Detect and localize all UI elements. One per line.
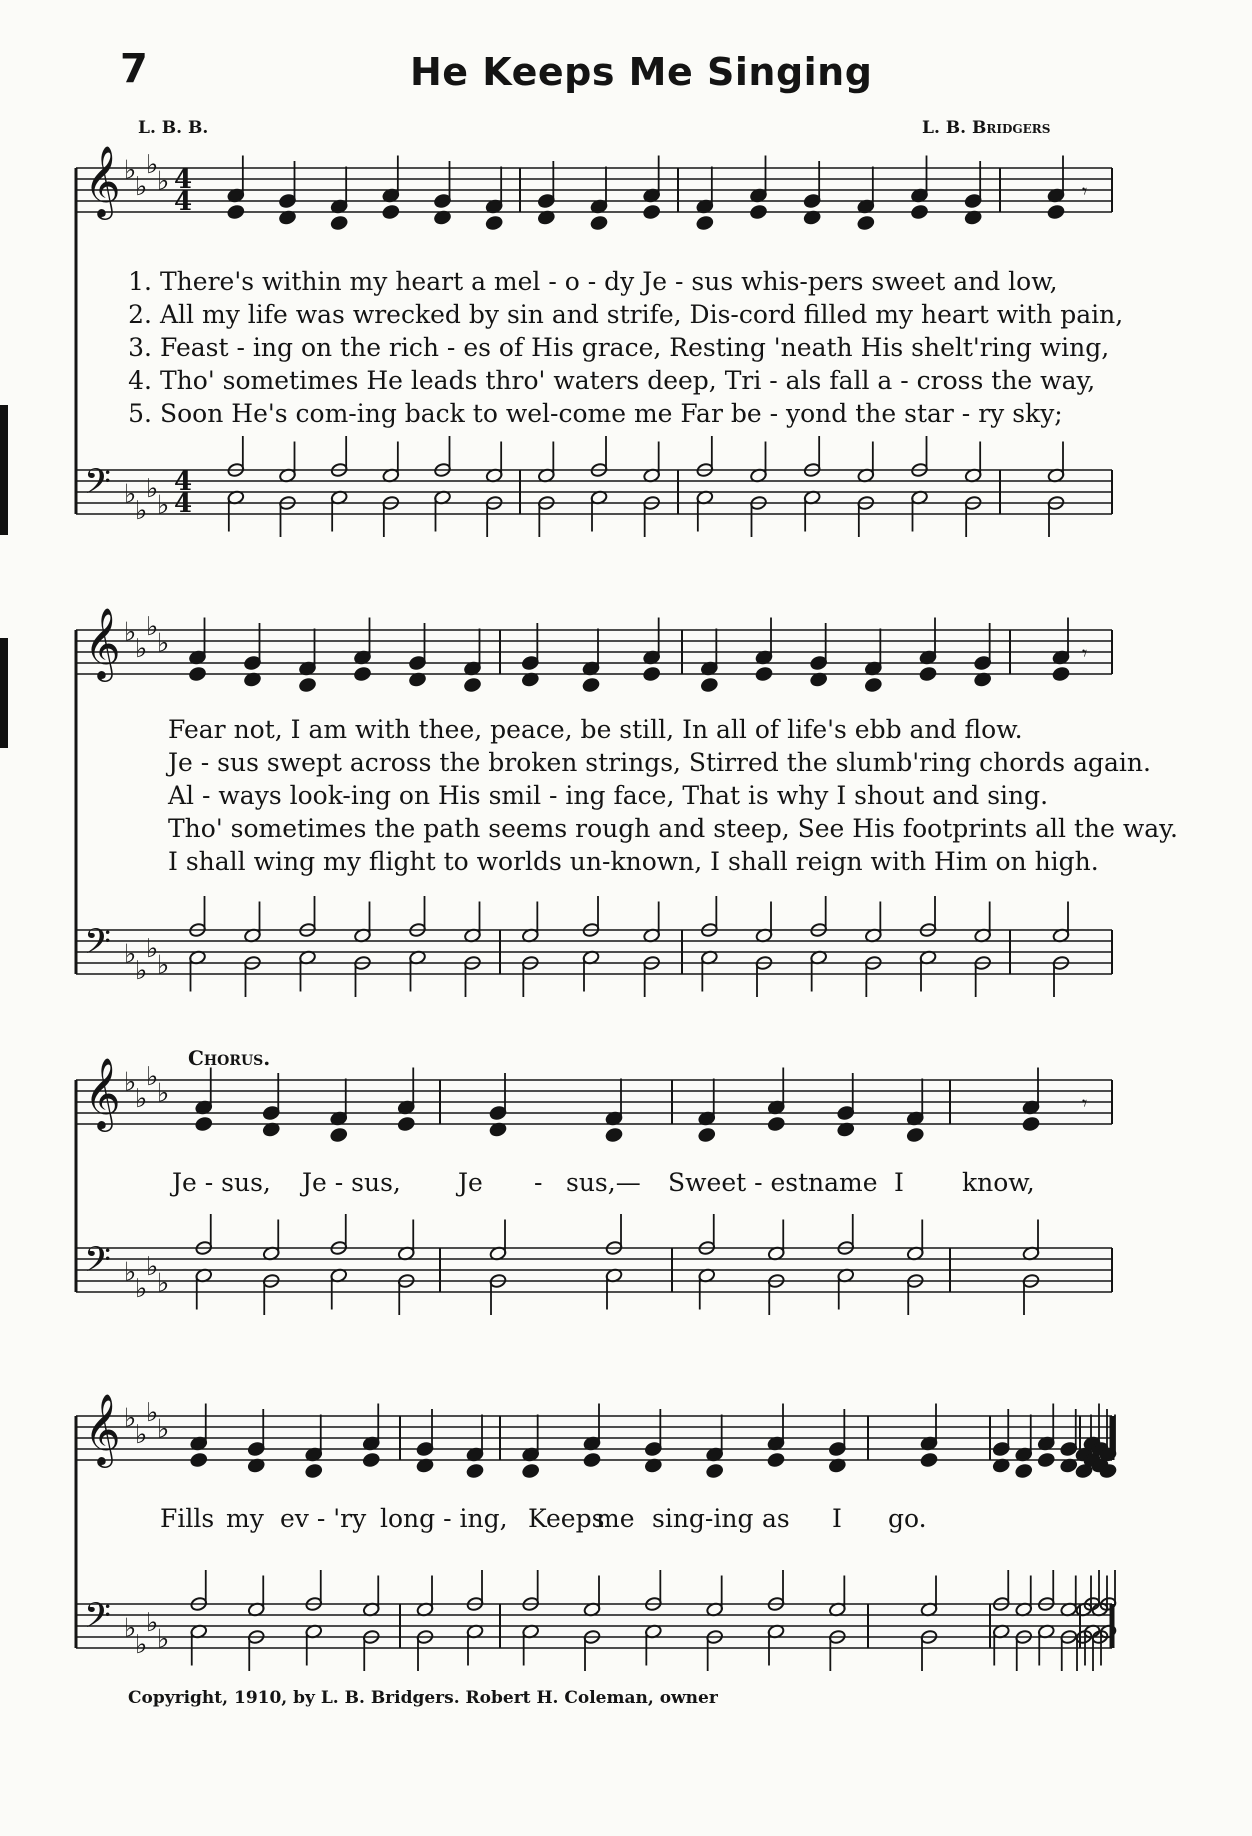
notehead: [864, 677, 882, 692]
time-signature: 4: [174, 187, 193, 217]
notehead: [195, 1116, 213, 1131]
notehead: [330, 215, 348, 230]
hymn-title: He Keeps Me Singing: [410, 50, 873, 94]
flat-sign-icon: ♭: [146, 1252, 159, 1282]
notehead: [643, 204, 661, 219]
chorus-lyric: sus,—: [566, 1168, 641, 1197]
notehead: [906, 1127, 924, 1142]
chorus-lyric: me: [596, 1504, 635, 1533]
hymn-number: 7: [120, 46, 148, 92]
flat-sign-icon: ♭: [124, 617, 137, 648]
flat-sign-icon: ♭: [124, 939, 137, 970]
notehead: [522, 1463, 540, 1478]
verse-line: [118, 298, 1123, 331]
verse-line: [168, 746, 1151, 779]
verse-text: Al - ways look-ing on His smil - ing face, That is why I shout and sing.: [168, 781, 1049, 810]
flat-sign-icon: ♭: [157, 950, 170, 981]
flat-sign-icon: ♭: [157, 628, 170, 659]
flat-sign-icon: ♭: [135, 1630, 148, 1660]
notehead: [698, 1127, 716, 1142]
notehead: [750, 204, 768, 219]
music-credit: L. B. Bridgers: [922, 118, 1051, 138]
verse-text: Feast - ing on the rich - es of His grace, Resting 'neath His shelt'ring wing,: [160, 333, 1110, 362]
flat-sign-icon: ♭: [135, 1274, 148, 1304]
flat-sign-icon: ♭: [146, 1398, 159, 1428]
chorus-lyric: know,: [962, 1168, 1035, 1197]
bass-clef-icon: 𝄢: [84, 1239, 112, 1288]
flat-sign-icon: ♭: [124, 1067, 137, 1098]
verse-line: [168, 812, 1178, 845]
chorus-lyric: my: [226, 1504, 264, 1533]
flat-sign-icon: ♭: [157, 1078, 170, 1109]
rest-icon: 𝄾: [1082, 1091, 1088, 1115]
flat-sign-icon: ♭: [146, 934, 159, 964]
flat-sign-icon: ♭: [157, 490, 170, 521]
flat-sign-icon: ♭: [135, 956, 148, 986]
flat-sign-icon: ♭: [146, 150, 159, 180]
verse-text: Soon He's com-ing back to wel-come me Far be - yond the star - ry sky;: [160, 399, 1063, 428]
flat-sign-icon: ♭: [124, 1403, 137, 1434]
chorus-lyric: as: [762, 1504, 790, 1533]
notehead: [1015, 1463, 1033, 1478]
verse-text: There's within my heart a mel - o - dy Je - sus whis-pers sweet and low,: [160, 267, 1058, 296]
notehead: [857, 215, 875, 230]
verse-line: [118, 265, 1058, 298]
verse-line: [168, 845, 1099, 878]
verse-line: [118, 331, 1109, 364]
notehead: [590, 215, 608, 230]
chorus-lyric: I: [894, 1168, 904, 1197]
chorus-lyric: name: [808, 1168, 878, 1197]
verse-number: 3.: [128, 333, 152, 362]
notehead: [700, 677, 718, 692]
notehead: [397, 1116, 415, 1131]
notehead: [919, 666, 937, 681]
bass-clef-icon: 𝄢: [84, 1595, 112, 1644]
flat-sign-icon: ♭: [157, 1268, 170, 1299]
notehead: [605, 1127, 623, 1142]
notehead: [755, 666, 773, 681]
notehead: [911, 204, 929, 219]
chorus-lyric: -: [534, 1168, 543, 1197]
flat-sign-icon: ♭: [135, 634, 148, 664]
verse-number: 1.: [128, 267, 152, 296]
chorus-lyric: Je: [458, 1168, 483, 1197]
rest-icon: 𝄾: [1082, 641, 1088, 665]
verse-text: Tho' sometimes He leads thro' waters deep, Tri - als fall a - cross the way,: [160, 366, 1096, 395]
rest-icon: 𝄾: [1082, 179, 1088, 203]
flat-sign-icon: ♭: [135, 496, 148, 526]
verse-line: [168, 779, 1048, 812]
notehead: [305, 1463, 323, 1478]
time-signature: 4: [174, 467, 193, 497]
notehead: [767, 1452, 785, 1467]
notehead: [920, 1452, 938, 1467]
notehead: [706, 1463, 724, 1478]
treble-clef-icon: 𝄞: [84, 144, 121, 217]
flat-sign-icon: ♭: [124, 479, 137, 510]
flat-sign-icon: ♭: [157, 1624, 170, 1655]
notehead: [485, 215, 503, 230]
flat-sign-icon: ♭: [146, 474, 159, 504]
flat-sign-icon: ♭: [124, 1257, 137, 1288]
chorus-lyric: Fills: [160, 1504, 215, 1533]
time-signature: 4: [174, 489, 193, 519]
verse-line: [118, 397, 1063, 430]
flat-sign-icon: ♭: [157, 166, 170, 197]
flat-sign-icon: ♭: [135, 172, 148, 202]
verse-number: 2.: [128, 300, 152, 329]
notehead: [227, 204, 245, 219]
notehead: [696, 215, 714, 230]
verse-text: I shall wing my flight to worlds un-known, I shall reign with Him on high.: [168, 847, 1099, 876]
chorus-lyric: Je - sus,: [302, 1168, 401, 1197]
chorus-lyric: Keeps: [528, 1504, 605, 1533]
verse-text: Tho' sometimes the path seems rough and steep, See His footprints all the way.: [168, 814, 1178, 843]
notehead: [1047, 204, 1065, 219]
treble-clef-icon: 𝄞: [84, 1056, 121, 1129]
notehead: [767, 1116, 785, 1131]
notehead: [643, 666, 661, 681]
notehead: [330, 1127, 348, 1142]
chorus-lyric: go.: [888, 1504, 927, 1533]
notehead: [466, 1463, 484, 1478]
chorus-lyric: long - ing,: [380, 1504, 508, 1533]
verse-text: All my life was wrecked by sin and strife, Dis-cord filled my heart with pain,: [160, 300, 1124, 329]
flat-sign-icon: ♭: [146, 1608, 159, 1638]
notehead: [299, 677, 317, 692]
notehead: [1037, 1452, 1055, 1467]
bass-clef-icon: 𝄢: [84, 921, 112, 970]
flat-sign-icon: ♭: [124, 155, 137, 186]
words-credit: L. B. B.: [138, 118, 209, 138]
flat-sign-icon: ♭: [157, 1414, 170, 1445]
notehead: [1052, 666, 1070, 681]
notehead: [1022, 1116, 1040, 1131]
notehead: [189, 666, 207, 681]
notehead: [464, 677, 482, 692]
treble-clef-icon: 𝄞: [84, 606, 121, 679]
chorus-lyric: Je - sus,: [172, 1168, 271, 1197]
verse-number: 5.: [128, 399, 152, 428]
notehead: [382, 204, 400, 219]
verse-text: Fear not, I am with thee, peace, be still, In all of life's ebb and flow.: [168, 715, 1023, 744]
chorus-lyric: ev - 'ry: [280, 1504, 367, 1533]
chorus-lyric: I: [832, 1504, 842, 1533]
verse-number: 4.: [128, 366, 152, 395]
chorus-lyric: Sweet - est: [668, 1168, 809, 1197]
copyright-notice: Copyright, 1910, by L. B. Bridgers. Robert H. Coleman, owner: [128, 1688, 718, 1708]
notehead: [583, 1452, 601, 1467]
flat-sign-icon: ♭: [146, 1062, 159, 1092]
notehead: [362, 1452, 380, 1467]
verse-text: Je - sus swept across the broken strings, Stirred the slumb'ring chords again.: [168, 748, 1151, 777]
chorus-label: Chorus.: [188, 1046, 271, 1070]
flat-sign-icon: ♭: [124, 1613, 137, 1644]
notehead: [582, 677, 600, 692]
chorus-lyric: sing-ing: [652, 1504, 754, 1533]
notehead: [354, 666, 372, 681]
time-signature: 4: [174, 165, 193, 195]
treble-clef-icon: 𝄞: [84, 1392, 121, 1465]
flat-sign-icon: ♭: [135, 1420, 148, 1450]
flat-sign-icon: ♭: [146, 612, 159, 642]
flat-sign-icon: ♭: [135, 1084, 148, 1114]
bass-clef-icon: 𝄢: [84, 461, 112, 510]
verse-line: [168, 713, 1023, 746]
verse-line: [118, 364, 1095, 397]
notehead: [190, 1452, 208, 1467]
